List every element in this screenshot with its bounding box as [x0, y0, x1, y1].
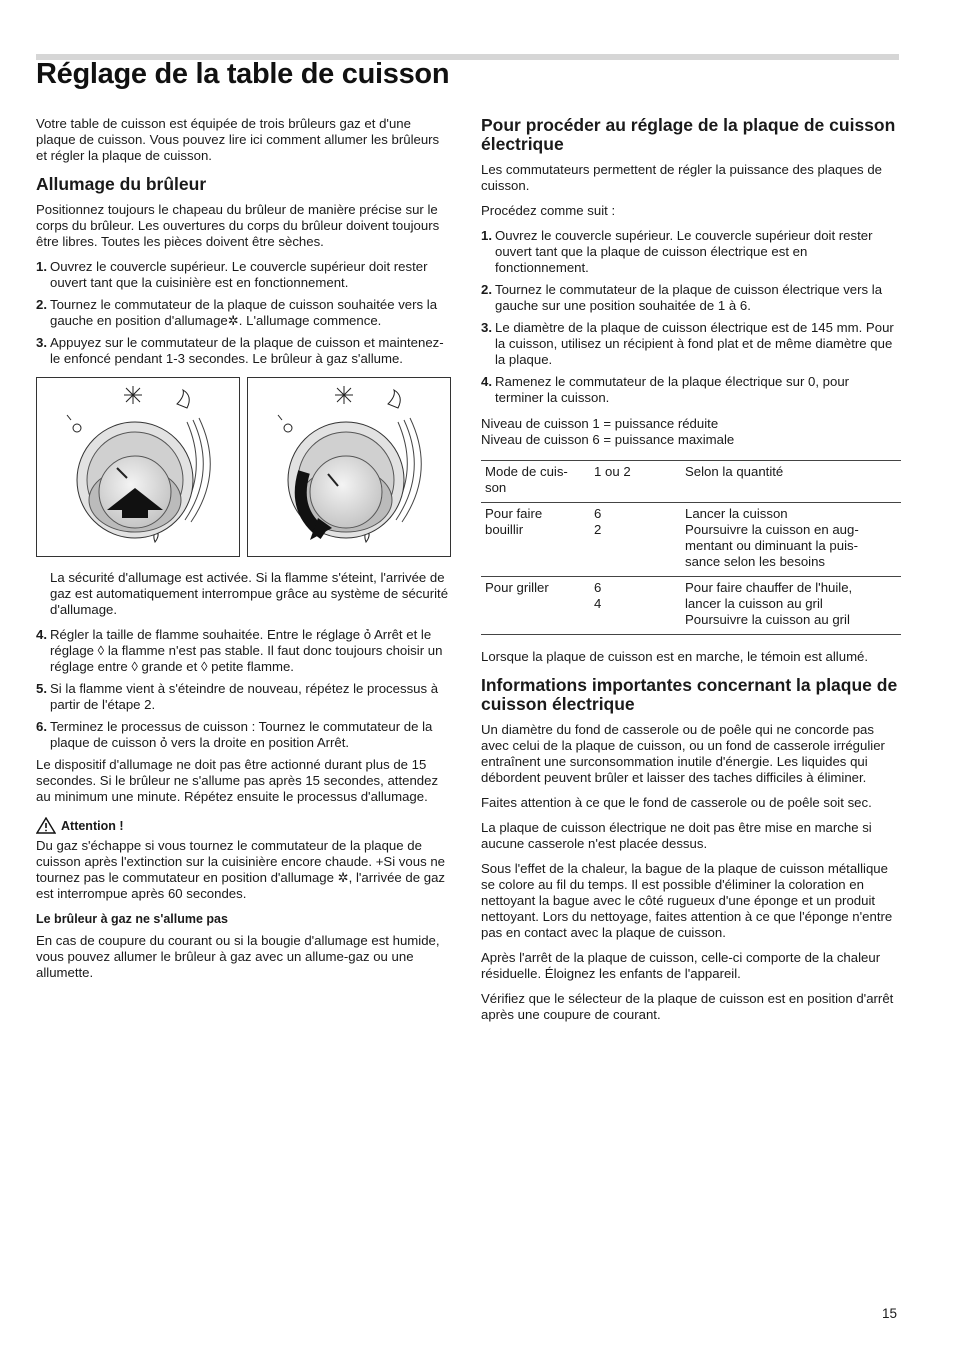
paragraph-diametre: Un diamètre du fond de casserole ou de poêle qui ne concorde pas avec celui de la plaque de cuisson, ou un fond de casserole irrégulier entraînent une surconsommation inutile d'énergie. Les liquides qui débordent peuvent brûler et laisser des taches difficiles à éliminer.: [481, 722, 885, 785]
paragraph-securite: La sécurité d'allumage est activée. Si la flamme s'éteint, l'arrivée de gaz est automatiquement interrompue grâce au système de sécurité d'allumage.: [50, 570, 449, 617]
attention-heading: Attention !: [36, 817, 452, 834]
ignition-icon: [335, 386, 353, 404]
ignition-icon: [124, 386, 142, 404]
table-row: Mode de cuis- son 1 ou 2 Selon la quantité: [481, 461, 901, 503]
list-item: 3. Appuyez sur le commutateur de la plaque de cuisson et maintenez-le enfoncé pendant 1-3 secondes. Le brûleur à gaz s'allume.: [36, 335, 444, 366]
list-item: 2. Tournez le commutateur de la plaque de cuisson souhaitée vers la gauche en position d'allumage✲. L'allumage commence.: [36, 297, 438, 328]
paragraph-procedez: Procédez comme suit :: [481, 203, 616, 218]
paragraph-bague: Sous l'effet de la chaleur, la bague de la plaque de cuisson métallique se colore au fil du temps. Il est possible d'éliminer la coloration en nettoyant la bague avec le côté rugueux d'une éponge et un produit nettoyant. Lors du nettoyage, faites attention à ce que l'éponge n'entre pas en contact avec la plaque de cuisson.: [481, 861, 893, 940]
list-item: 6. Terminez le processus de cuisson : Tournez le commutateur de la plaque de cuisson ỏ vers la droite en position Arrêt.: [36, 719, 433, 750]
heading-infos: Informations importantes concernant la plaque de cuisson électrique: [481, 675, 898, 714]
list-item: 2. Tournez le commutateur de la plaque de cuisson électrique vers la gauche sur une position souhaitée de 1 à 6.: [481, 282, 883, 313]
steps-list-a: [36, 259, 452, 367]
intro-paragraph: Votre table de cuisson est équipée de trois brûleurs gaz et d'une plaque de cuisson. Vous pouvez lire ici comment allumer les brûleurs et régler la plaque de cuisson.: [36, 116, 440, 163]
heading-bruleur: Le brûleur à gaz ne s'allume pas: [36, 912, 228, 926]
page-number: 15: [882, 1306, 898, 1321]
steps-list-electric: [481, 228, 901, 406]
list-item: 4. Ramenez le commutateur de la plaque électrique sur 0, pour terminer la cuisson.: [481, 374, 850, 405]
paragraph-commutateurs: Les commutateurs permettent de régler la puissance des plaques de cuisson.: [481, 162, 882, 193]
paragraph-arret: Après l'arrêt de la plaque de cuisson, celle-ci comporte de la chaleur résiduelle. Éloignez les enfants de l'appareil.: [481, 950, 881, 981]
right-column: [481, 116, 901, 1032]
paragraph-position: Positionnez toujours le chapeau du brûleur de manière précise sur le corps du brûleur. Les ouvertures du corps du brûleur doivent toujours être libres. Toutes les pièces doivent être sèches.: [36, 202, 440, 249]
table-row: Pour griller 6 4 Pour faire chauffer de l'huile, lancer la cuisson au gril Poursuivre la cuisson au gril: [481, 577, 901, 635]
table-row: Pour faire bouillir 6 2 Lancer la cuisson Poursuivre la cuisson en aug- mentant ou diminuant la puis- sance selon les besoins: [481, 503, 901, 577]
page-title: Réglage de la table de cuisson: [36, 58, 450, 90]
paragraph-temoin: Lorsque la plaque de cuisson est en marche, le témoin est allumé.: [481, 649, 869, 664]
left-column: [36, 116, 452, 990]
paragraph-marche: La plaque de cuisson électrique ne doit pas être mise en marche si aucune casserole n'est placée dessus.: [481, 820, 872, 851]
list-item: 5. Si la flamme vient à s'éteindre de nouveau, répétez le processus à partir de l'étape 2.: [36, 681, 439, 712]
steps-list-b: [36, 627, 452, 751]
list-item: 1. Ouvrez le couvercle supérieur. Le couvercle supérieur doit rester ouvert tant que la plaque de cuisson électrique est en fonctionnement.: [481, 228, 873, 275]
knob-figures: [36, 377, 452, 557]
level-1-text: Niveau de cuisson 1 = puissance réduite: [481, 416, 719, 431]
paragraph-fond: Faites attention à ce que le fond de casserole ou de poêle soit sec.: [481, 795, 872, 810]
paragraph-dispositif: Le dispositif d'allumage ne doit pas être actionné durant plus de 15 secondes. Si le brûleur ne s'allume pas après 15 secondes, attendez au minimum une minute. Répétez ensuite le processus d'allumage.: [36, 757, 439, 804]
knob-press-illustration: [36, 377, 240, 557]
paragraph-coupure: En cas de coupure du courant ou si la bougie d'allumage est humide, vous pouvez allumer le brûleur à gaz avec un allume-gaz ou une allumette.: [36, 933, 440, 980]
heading-allumage: Allumage du brûleur: [36, 174, 207, 194]
list-item: 4. Régler la taille de flamme souhaitée. Entre le réglage ỏ Arrêt et le réglage ◊ la flamme n'est pas stable. Il faut donc toujours choisir un réglage entre ◊ grande et ◊ petite flamme.: [36, 627, 443, 674]
paragraph-attention: Du gaz s'échappe si vous tournez le commutateur de la plaque de cuisson après l'extinction sur la cuisinière encore chaude. +Si vous ne tournez pas le commutateur en position d'allumage ✲, l'arrivée de gaz est interrompue après 60 secondes.: [36, 838, 445, 901]
knob-turn-illustration: [247, 377, 451, 557]
levels-block: [481, 416, 901, 448]
warning-icon: [36, 817, 56, 834]
cooking-table: [481, 460, 901, 635]
heading-reglage: Pour procéder au réglage de la plaque de cuisson électrique: [481, 115, 896, 154]
list-item: 3. Le diamètre de la plaque de cuisson électrique est de 145 mm. Pour la cuisson, utilisez un récipient à fond plat et de même diamètre que la plaque.: [481, 320, 894, 367]
paragraph-verifiez: Vérifiez que le sélecteur de la plaque de cuisson est en position d'arrêt après une coupure de courant.: [481, 991, 894, 1022]
level-6-text: Niveau de cuisson 6 = puissance maximale: [481, 432, 735, 447]
list-item: 1. Ouvrez le couvercle supérieur. Le couvercle supérieur doit rester ouvert tant que la cuisinière est en fonctionnement.: [36, 259, 428, 290]
